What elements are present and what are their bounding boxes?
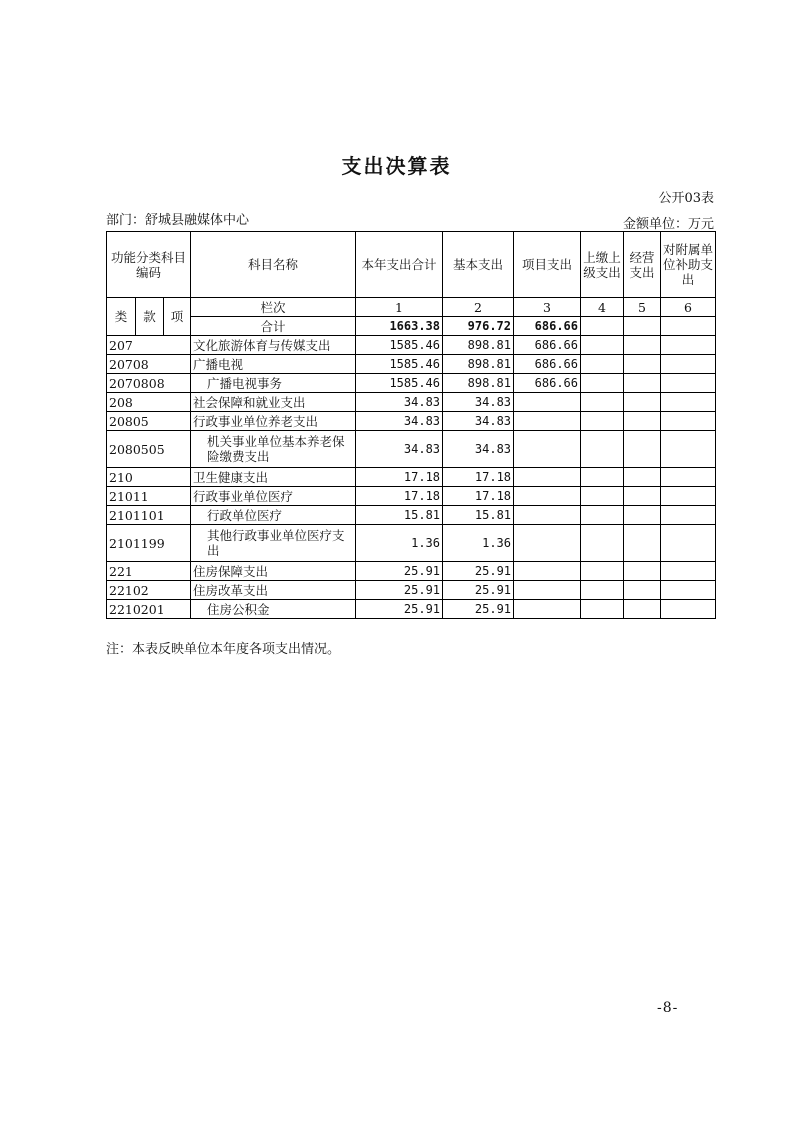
row-project: [514, 581, 581, 600]
row-total: 1585.46: [356, 374, 443, 393]
row-total: 15.81: [356, 506, 443, 525]
row-total: 17.18: [356, 468, 443, 487]
col-number: 6: [661, 298, 716, 317]
form-number: 公开03表: [658, 191, 714, 206]
total-amount: 1663.38: [356, 317, 443, 336]
col-number: 1: [356, 298, 443, 317]
table-row: [107, 525, 716, 562]
row-basic: 1.36: [443, 525, 514, 562]
row-name: 社会保障和就业支出: [191, 393, 356, 412]
row-code: 2101101: [107, 506, 191, 525]
row-total: 1585.46: [356, 355, 443, 374]
row-total: 25.91: [356, 600, 443, 619]
row-code: 20708: [107, 355, 191, 374]
row-basic: 34.83: [443, 393, 514, 412]
subsidy-header: 对附属单位补助支出: [661, 232, 716, 298]
row-project: 686.66: [514, 374, 581, 393]
total-row: [107, 317, 716, 336]
table-row: [107, 562, 716, 581]
row-total: 34.83: [356, 393, 443, 412]
total-basic: 976.72: [443, 317, 514, 336]
row-name: 文化旅游体育与传媒支出: [191, 336, 356, 355]
row-name: 广播电视: [191, 355, 356, 374]
subject-name-header: 科目名称: [191, 232, 356, 298]
row-basic: 25.91: [443, 581, 514, 600]
amount-unit-label: 金额单位：万元: [622, 217, 714, 232]
func-class-code-header: 功能分类科目编码: [107, 232, 191, 298]
row-name: 住房保障支出: [191, 562, 356, 581]
row-total: 17.18: [356, 487, 443, 506]
table-row: [107, 487, 716, 506]
row-code: 2210201: [107, 600, 191, 619]
expenditure-table: [106, 231, 716, 619]
row-project: [514, 393, 581, 412]
col-number: 5: [624, 298, 661, 317]
row-project: [514, 506, 581, 525]
row-code: 2070808: [107, 374, 191, 393]
total-label: 合计: [191, 317, 356, 336]
row-project: [514, 487, 581, 506]
row-name: 住房公积金: [191, 600, 356, 619]
row-total: 1.36: [356, 525, 443, 562]
row-project: [514, 431, 581, 468]
row-project: [514, 468, 581, 487]
table-row: [107, 374, 716, 393]
row-project: [514, 600, 581, 619]
row-total: 25.91: [356, 562, 443, 581]
column-no-label: 栏次: [191, 298, 356, 317]
row-name: 住房改革支出: [191, 581, 356, 600]
row-name: 行政事业单位养老支出: [191, 412, 356, 431]
col-number: 2: [443, 298, 514, 317]
table-note: 注：本表反映单位本年度各项支出情况。: [106, 642, 341, 657]
basic-expense-header: 基本支出: [443, 232, 514, 298]
upper-level-header: 上缴上级支出: [581, 232, 624, 298]
total-expense-header: 本年支出合计: [356, 232, 443, 298]
report-title: 支出决算表: [341, 154, 452, 178]
row-total: 25.91: [356, 581, 443, 600]
row-code: 22102: [107, 581, 191, 600]
table-row: [107, 431, 716, 468]
row-basic: 898.81: [443, 374, 514, 393]
table-row: [107, 355, 716, 374]
row-name: 广播电视事务: [191, 374, 356, 393]
row-code: 221: [107, 562, 191, 581]
row-project: 686.66: [514, 355, 581, 374]
col-number: 4: [581, 298, 624, 317]
xiang-header: 项: [164, 298, 191, 336]
col-number: 3: [514, 298, 581, 317]
row-basic: 25.91: [443, 562, 514, 581]
row-basic: 898.81: [443, 355, 514, 374]
row-code: 2101199: [107, 525, 191, 562]
row-basic: 898.81: [443, 336, 514, 355]
row-basic: 25.91: [443, 600, 514, 619]
table-row: [107, 412, 716, 431]
row-basic: 34.83: [443, 412, 514, 431]
kuan-header: 款: [136, 298, 164, 336]
lei-header: 类: [107, 298, 136, 336]
row-project: [514, 525, 581, 562]
row-name: 行政事业单位医疗: [191, 487, 356, 506]
table-row: [107, 336, 716, 355]
total-project: 686.66: [514, 317, 581, 336]
row-name: 其他行政事业单位医疗支出: [191, 525, 356, 562]
row-basic: 15.81: [443, 506, 514, 525]
row-code: 210: [107, 468, 191, 487]
row-basic: 34.83: [443, 431, 514, 468]
row-project: 686.66: [514, 336, 581, 355]
department-label: 部门：舒城县融媒体中心: [106, 213, 250, 228]
table-row: [107, 600, 716, 619]
row-name: 行政单位医疗: [191, 506, 356, 525]
row-code: 21011: [107, 487, 191, 506]
row-code: 208: [107, 393, 191, 412]
table-row: [107, 393, 716, 412]
table-header-row: [107, 232, 716, 298]
business-expense-header: 经营支出: [624, 232, 661, 298]
row-project: [514, 562, 581, 581]
row-total: 34.83: [356, 431, 443, 468]
row-total: 1585.46: [356, 336, 443, 355]
row-total: 34.83: [356, 412, 443, 431]
table-row: [107, 468, 716, 487]
row-basic: 17.18: [443, 487, 514, 506]
page-number: -8-: [657, 1000, 679, 1016]
project-expense-header: 项目支出: [514, 232, 581, 298]
row-project: [514, 412, 581, 431]
row-code: 20805: [107, 412, 191, 431]
column-number-row: [107, 298, 716, 317]
table-row: [107, 581, 716, 600]
row-basic: 17.18: [443, 468, 514, 487]
row-code: 2080505: [107, 431, 191, 468]
table-row: [107, 506, 716, 525]
row-code: 207: [107, 336, 191, 355]
row-name: 卫生健康支出: [191, 468, 356, 487]
row-name: 机关事业单位基本养老保险缴费支出: [191, 431, 356, 468]
